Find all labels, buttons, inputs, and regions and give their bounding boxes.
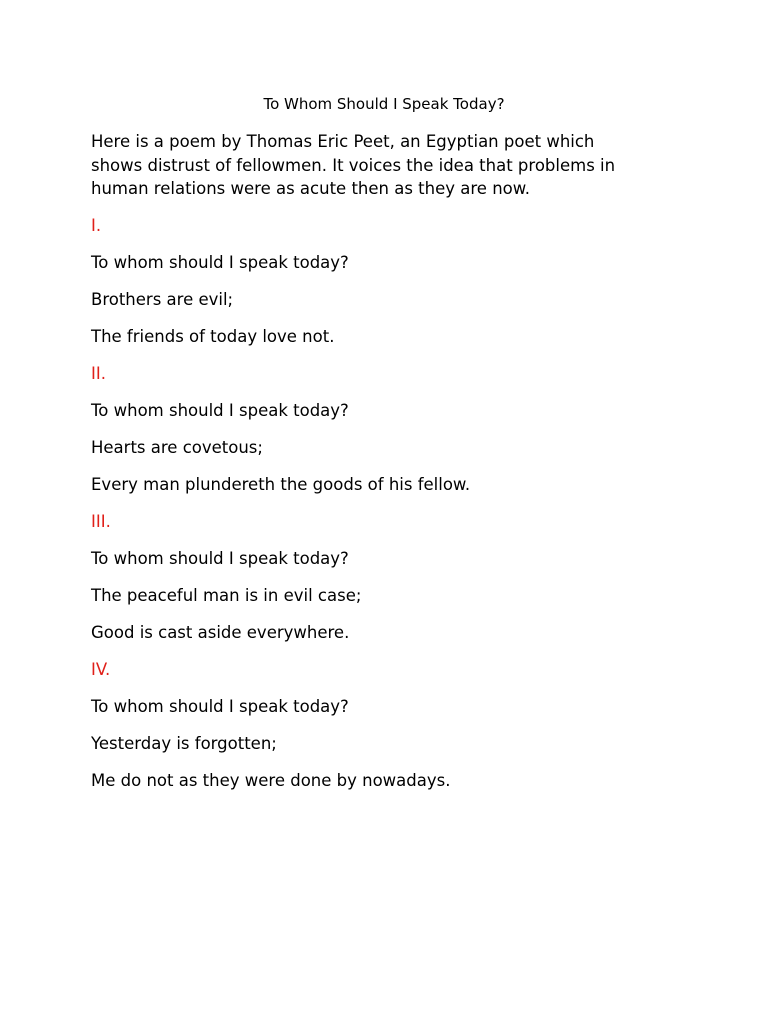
poem-line: The friends of today love not.: [91, 327, 335, 346]
poem-line: Good is cast aside everywhere.: [91, 623, 350, 642]
intro-line: Here is a poem by Thomas Eric Peet, an Egyptian poet which: [91, 132, 595, 151]
poem-line: To whom should I speak today?: [91, 549, 349, 568]
poem-line: To whom should I speak today?: [91, 401, 349, 420]
poem-line: The peaceful man is in evil case;: [91, 586, 362, 605]
poem-line: To whom should I speak today?: [91, 253, 349, 272]
stanza-numeral: II.: [91, 364, 106, 383]
poem-line: Hearts are covetous;: [91, 438, 263, 457]
poem-line: Me do not as they were done by nowadays.: [91, 771, 451, 790]
stanza-numeral: IV.: [91, 660, 111, 679]
poem-line: Brothers are evil;: [91, 290, 234, 309]
document-title: To Whom Should I Speak Today?: [263, 95, 505, 113]
stanza-numeral: III.: [91, 512, 111, 531]
stanza-numeral: I.: [91, 216, 102, 235]
poem-line: Every man plundereth the goods of his fellow.: [91, 475, 471, 494]
intro-paragraph: [91, 130, 691, 201]
poem-line: Yesterday is forgotten;: [91, 734, 277, 753]
intro-line: human relations were as acute then as they are now.: [91, 179, 530, 198]
intro-line: shows distrust of fellowmen. It voices the idea that problems in: [91, 155, 616, 175]
poem-line: To whom should I speak today?: [91, 697, 349, 716]
